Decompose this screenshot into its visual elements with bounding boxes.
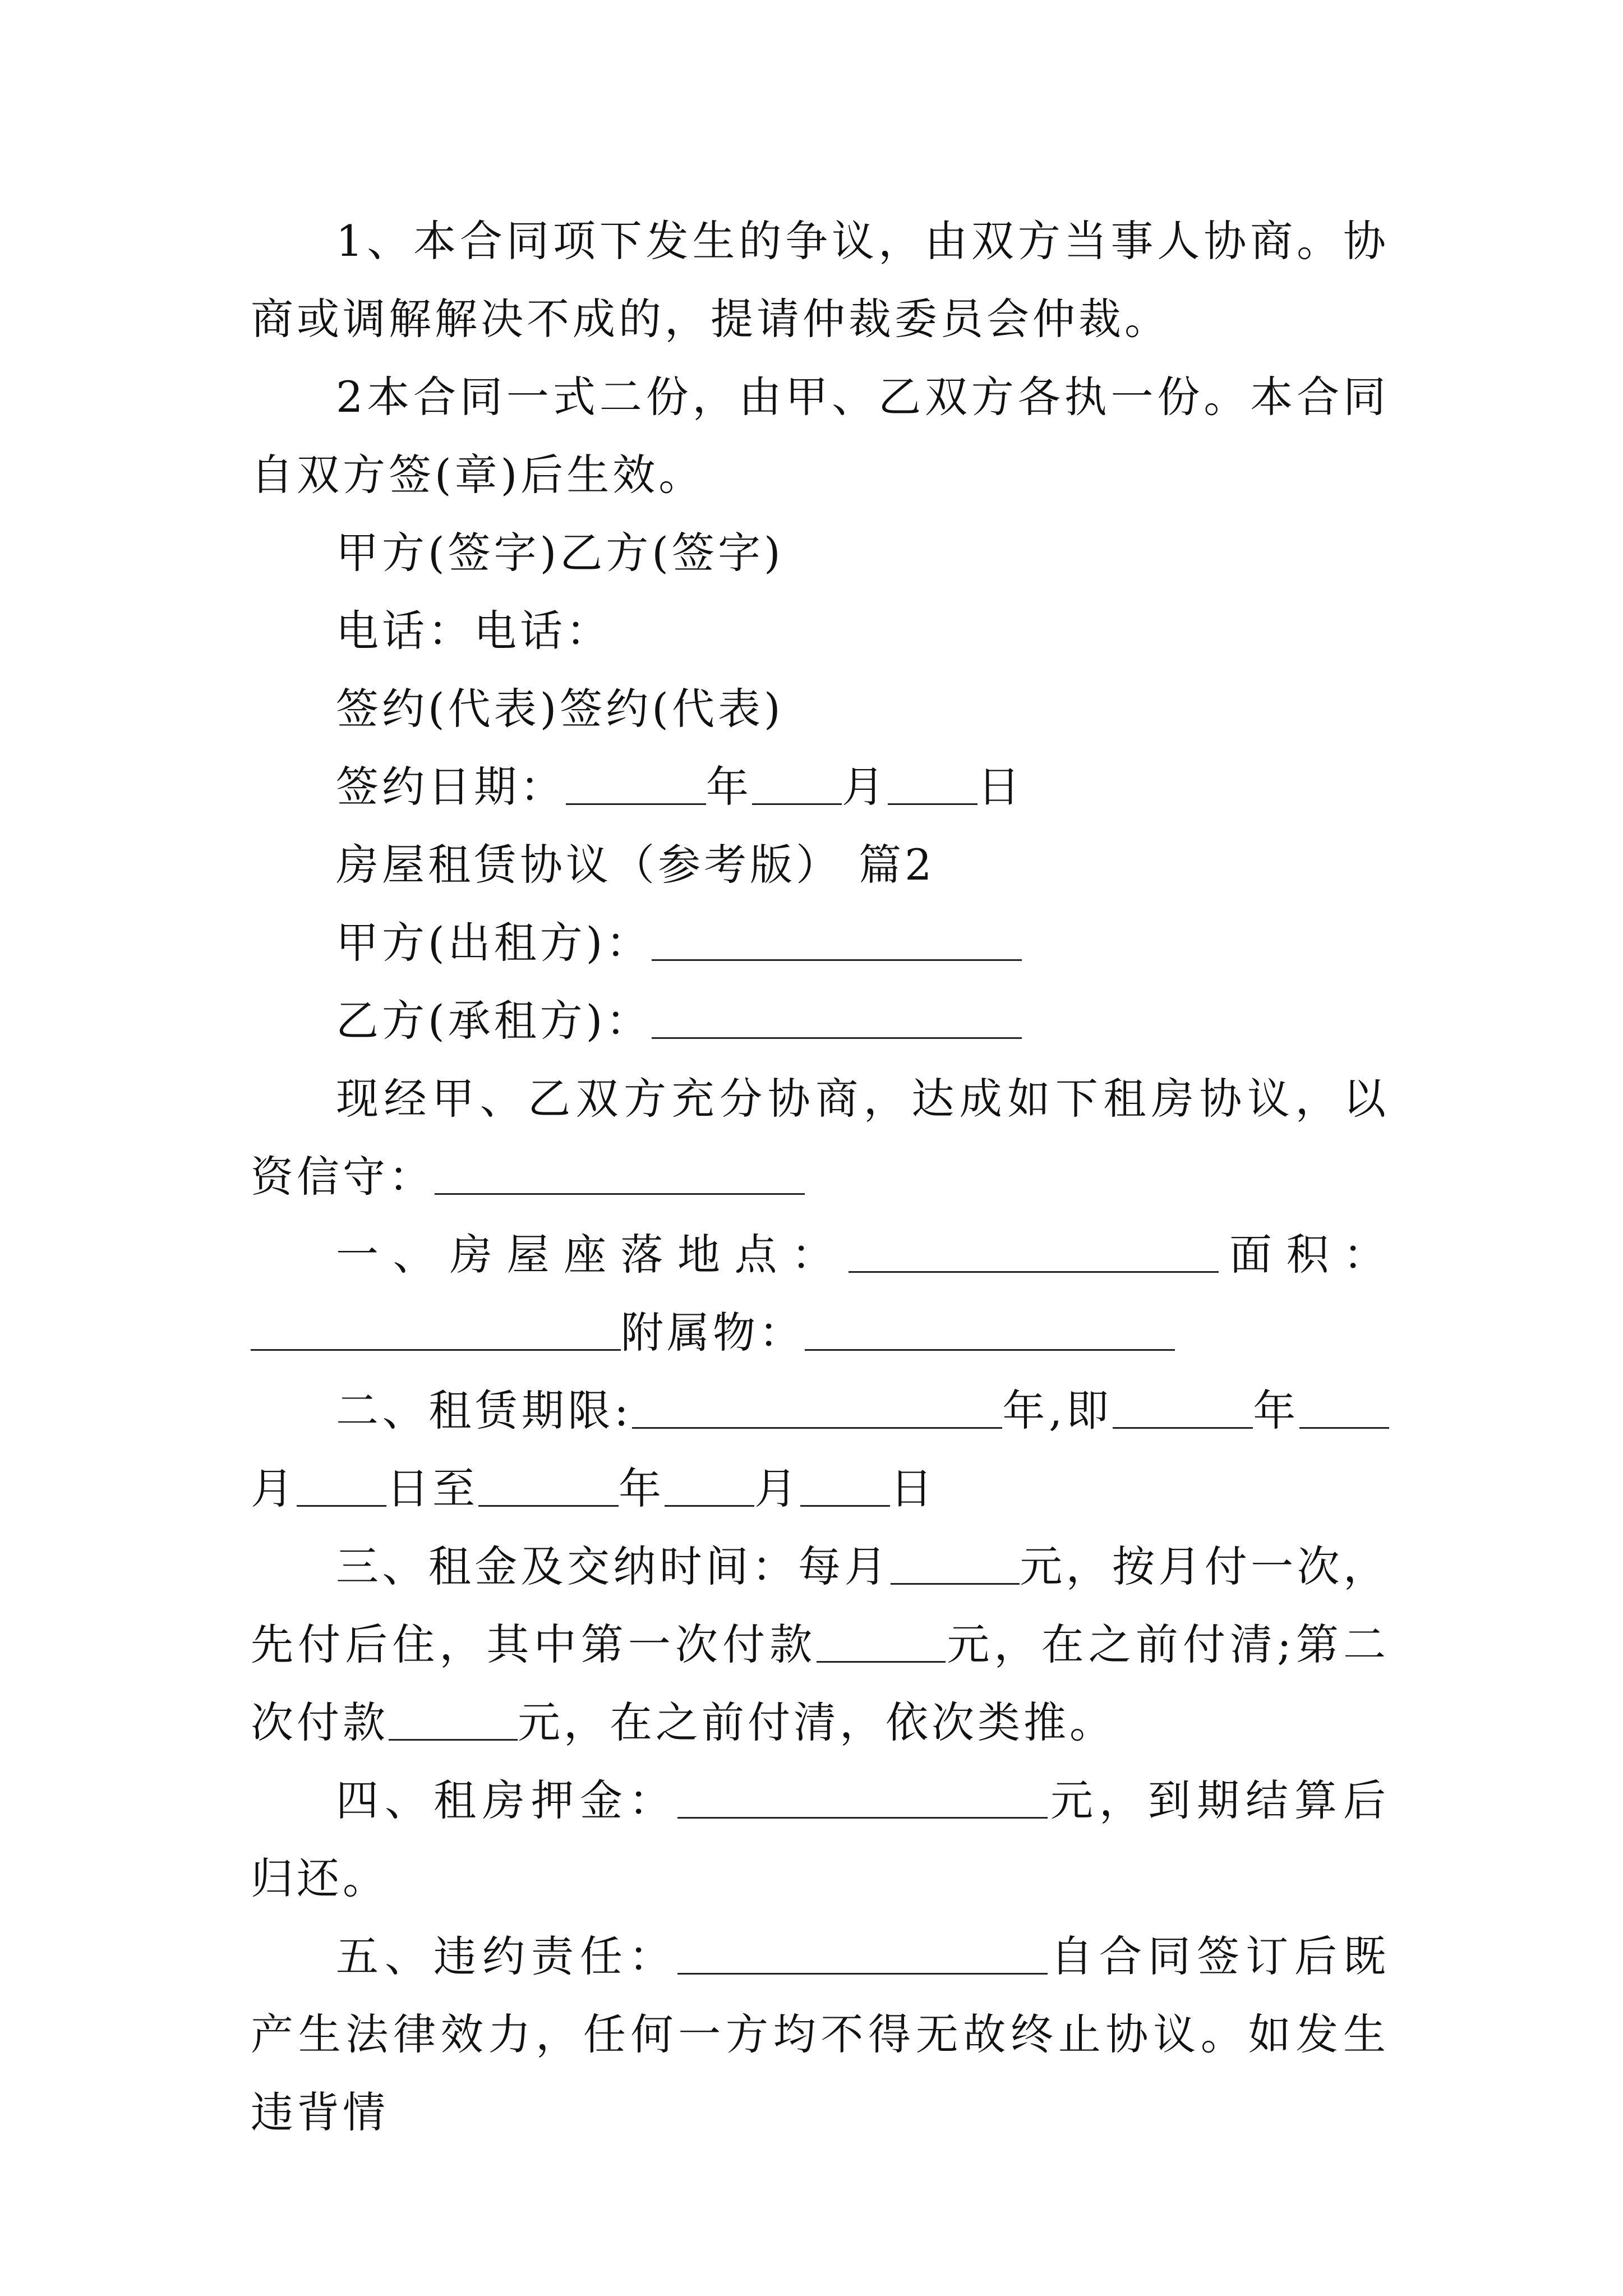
clause-copies: 2本合同一式二份，由甲、乙双方各执一份。本合同自双方签(章)后生效。 bbox=[251, 372, 1389, 500]
lessor-blank bbox=[652, 920, 1022, 961]
attachment-blank bbox=[805, 1310, 1175, 1351]
sign-year-blank bbox=[566, 764, 706, 805]
phone-line: 电话：电话： bbox=[336, 606, 612, 656]
term-month-label-1: 月 bbox=[251, 1464, 297, 1513]
rent-text-3: 元，在之前付清;第二次付款 bbox=[251, 1619, 1390, 1747]
signature-line: 甲方(签字)乙方(签字) bbox=[336, 528, 784, 578]
sign-month-label: 月 bbox=[842, 762, 888, 812]
sign-date-label: 签约日期： bbox=[336, 762, 566, 812]
deposit-text-1: 四、租房押金： bbox=[336, 1775, 677, 1825]
term-year-label-2: 年 bbox=[1252, 1386, 1299, 1435]
deposit-blank bbox=[677, 1778, 1048, 1819]
area-label: 面积： bbox=[1218, 1230, 1389, 1280]
breach-text-1: 五、违约责任： bbox=[336, 1931, 677, 1981]
attachment-label: 附属物： bbox=[621, 1308, 805, 1358]
term-day-label: 日 bbox=[890, 1464, 936, 1513]
clause-dispute: 1、本合同项下发生的争议，由双方当事人协商。协商或调解解决不成的，提请仲裁委员会仲裁。 bbox=[251, 216, 1389, 344]
location-blank bbox=[849, 1232, 1219, 1273]
term-year-label-3: 年 bbox=[619, 1464, 665, 1513]
lessor-label: 甲方(出租方)： bbox=[336, 918, 652, 968]
clause-term bbox=[251, 1372, 1389, 1527]
lessee-blank bbox=[652, 998, 1022, 1039]
term-years-blank bbox=[632, 1388, 1002, 1429]
term-year-label-1: 年,即 bbox=[1002, 1386, 1113, 1435]
agreement-intro-blank bbox=[435, 1154, 805, 1195]
clause-deposit bbox=[251, 1761, 1389, 1917]
lessor-line bbox=[251, 904, 1389, 982]
deposit-text-2: 元，到期结算后归还。 bbox=[251, 1775, 1389, 1903]
agreement-intro bbox=[251, 1060, 1389, 1216]
sign-day-blank bbox=[888, 764, 978, 805]
clause-breach bbox=[251, 1917, 1389, 2151]
agreement-intro-text: 现经甲、乙双方充分协商，达成如下租房协议，以资信守： bbox=[251, 1074, 1389, 1202]
location-label: 一、房屋座落地点： bbox=[336, 1230, 849, 1280]
rent-text-4: 元，在之前付清，依次类推。 bbox=[518, 1697, 1115, 1747]
breach-blank bbox=[677, 1934, 1048, 1975]
term-end-month-blank bbox=[665, 1466, 754, 1507]
sign-day-label: 日 bbox=[978, 762, 1023, 812]
rent-text-1: 三、租金及交纳时间：每月 bbox=[336, 1542, 891, 1591]
term-label: 二、租赁期限: bbox=[336, 1386, 632, 1435]
term-end-year-blank bbox=[478, 1466, 619, 1507]
rent-first-payment-blank bbox=[817, 1622, 946, 1663]
area-blank bbox=[251, 1310, 621, 1351]
term-start-month-blank bbox=[1299, 1388, 1389, 1429]
rent-monthly-blank bbox=[891, 1544, 1020, 1585]
document-body bbox=[251, 202, 1389, 2151]
lessee-label: 乙方(承租方)： bbox=[336, 996, 652, 1046]
clause-rent bbox=[251, 1527, 1389, 1761]
lessee-line bbox=[251, 982, 1389, 1060]
section-title: 房屋租赁协议（参考版） 篇2 bbox=[336, 840, 935, 890]
rent-second-payment-blank bbox=[389, 1700, 518, 1741]
representative-line: 签约(代表)签约(代表) bbox=[336, 684, 784, 734]
sign-date-line bbox=[251, 748, 1389, 826]
term-start-year-blank bbox=[1113, 1388, 1253, 1429]
sign-year-label: 年 bbox=[706, 762, 752, 812]
rent-text-2: 元，按月付一次，先付后住，其中第一次付款 bbox=[251, 1542, 1390, 1669]
term-end-day-blank bbox=[800, 1466, 890, 1507]
term-month-label-2: 月 bbox=[754, 1464, 800, 1513]
clause-location bbox=[251, 1216, 1389, 1372]
sign-month-blank bbox=[752, 764, 842, 805]
term-start-day-blank bbox=[297, 1466, 386, 1507]
breach-text-2: 自合同签订后既产生法律效力，任何一方均不得无故终止协议。如发生违背情 bbox=[251, 1931, 1389, 2137]
term-day-to-label: 日至 bbox=[386, 1464, 478, 1513]
